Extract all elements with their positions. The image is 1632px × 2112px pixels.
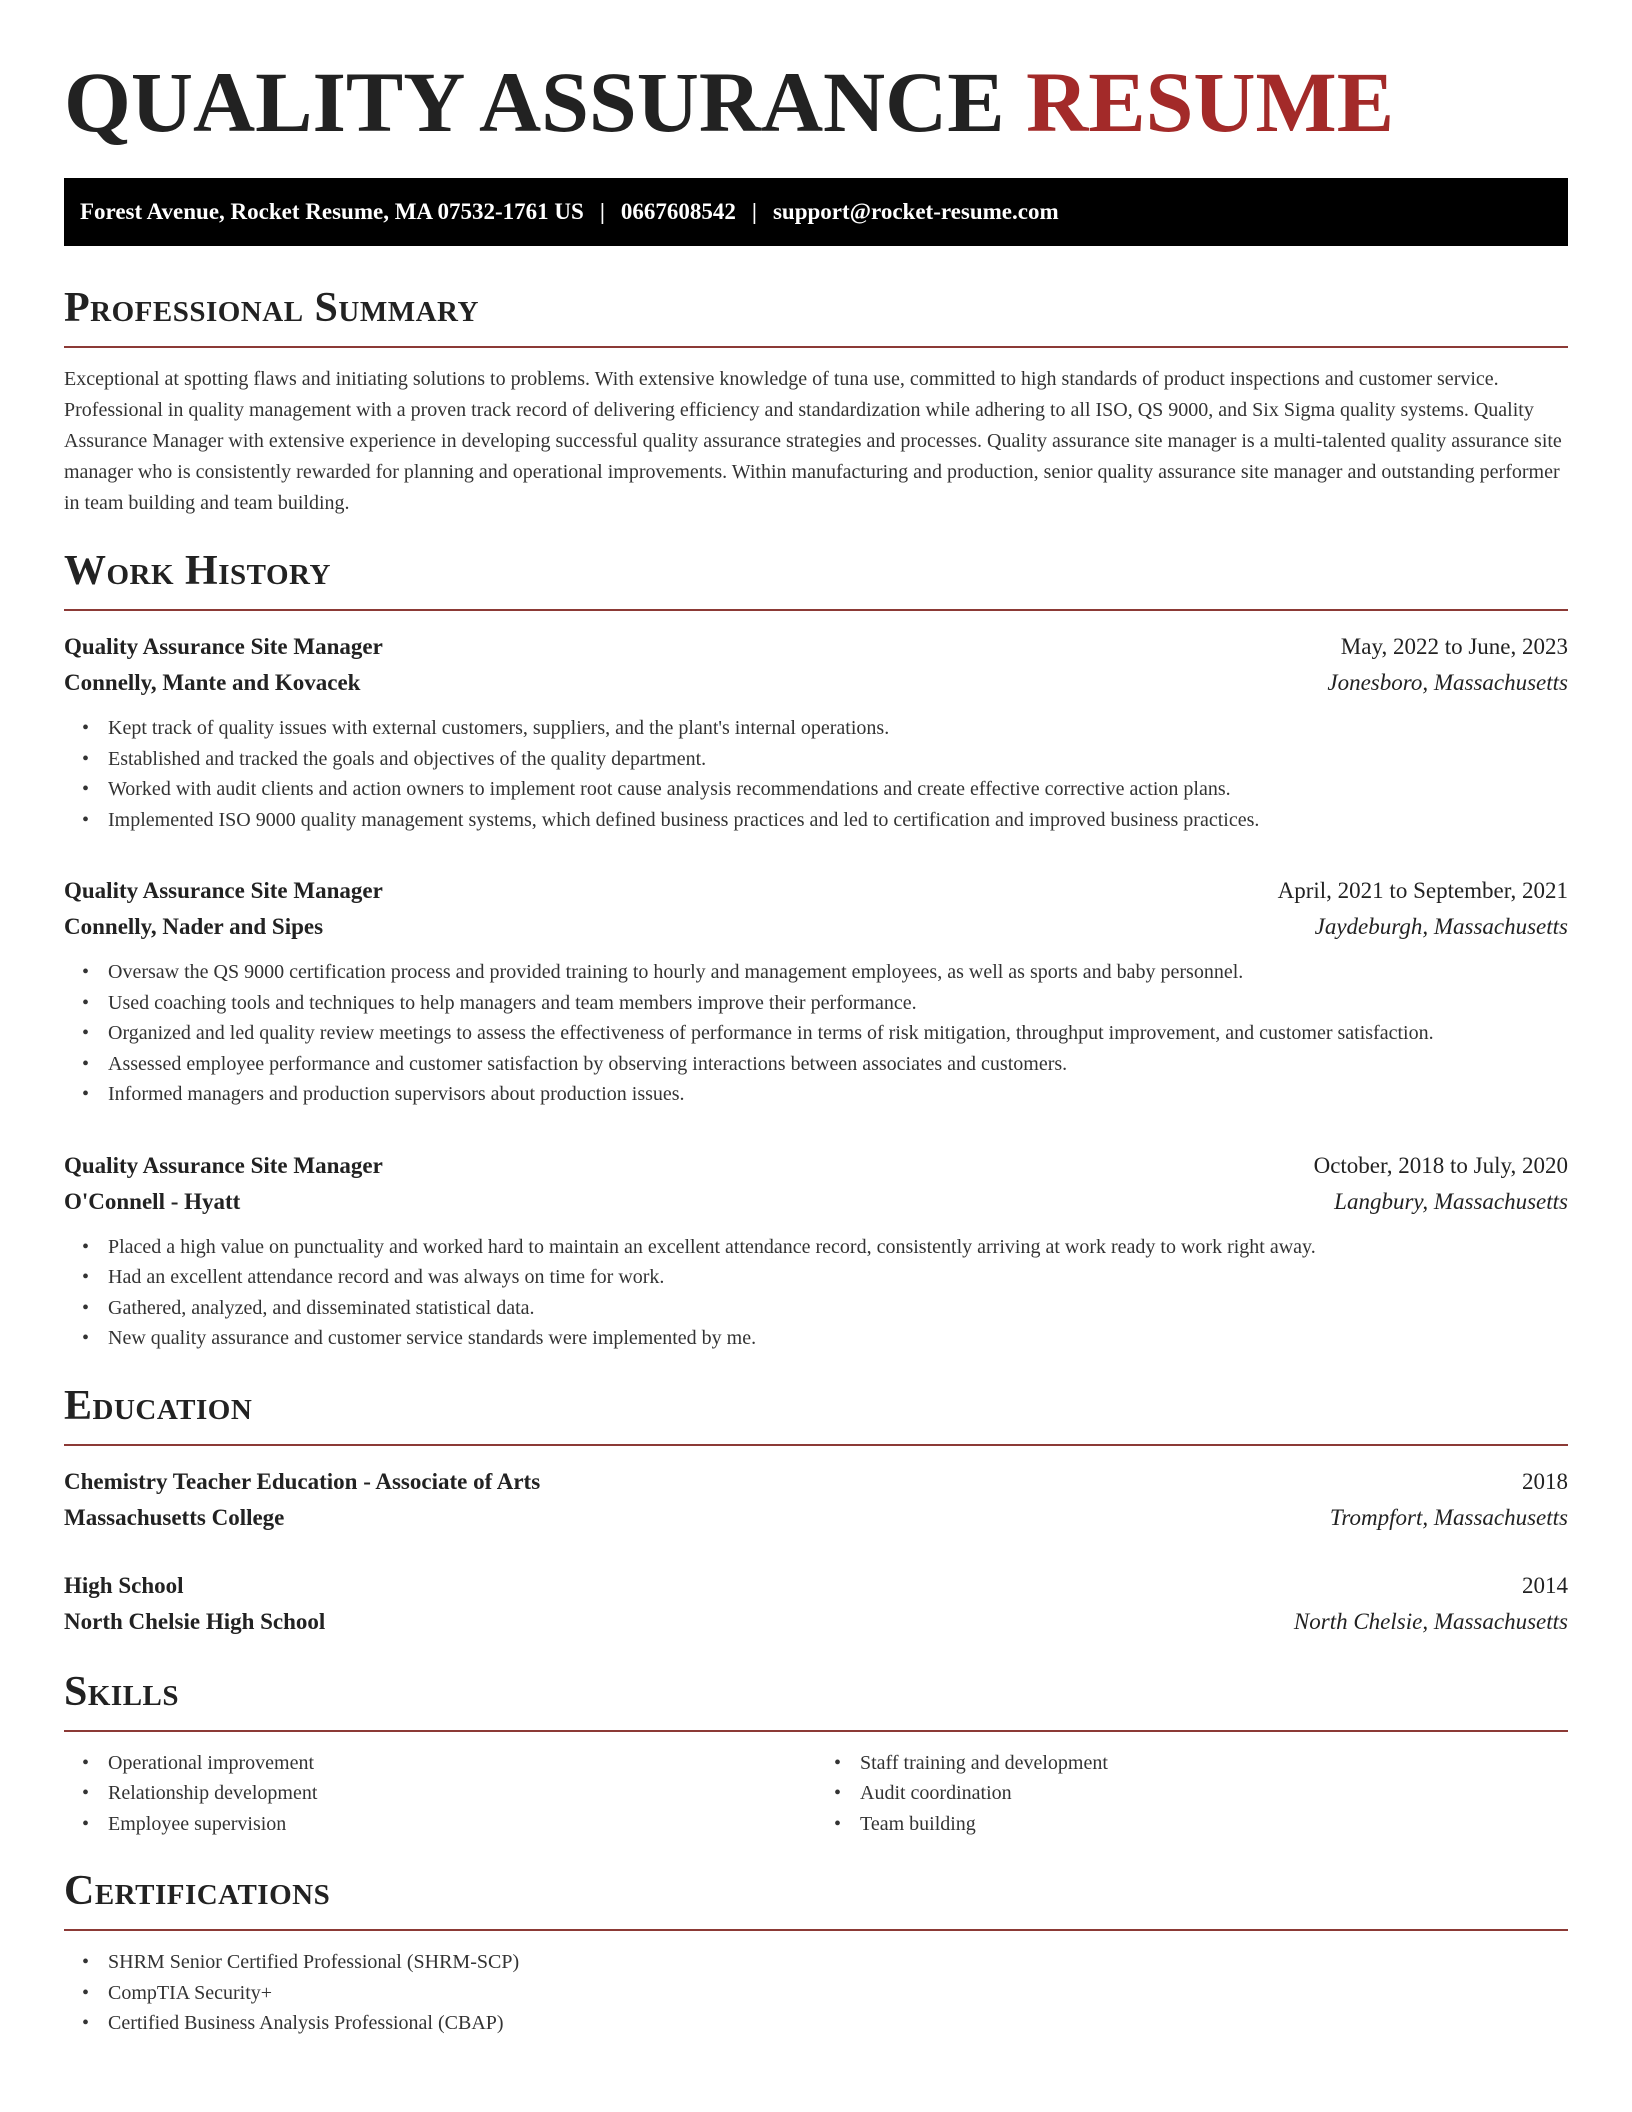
contact-separator: | — [751, 199, 757, 224]
skills-column-right — [816, 1748, 1568, 1840]
job-header-row — [64, 629, 1568, 665]
bullet-dot: • — [82, 1327, 90, 1349]
list-item — [816, 1778, 1568, 1809]
job-bullets — [64, 1232, 1568, 1354]
bullet-dot: • — [834, 1751, 842, 1774]
bullet-dot: • — [82, 747, 90, 770]
job-title: Quality Assurance Site Manager — [64, 634, 383, 659]
job-title: Quality Assurance Site Manager — [64, 878, 383, 903]
list-item — [64, 2008, 1568, 2039]
job-header-row — [64, 873, 1568, 909]
bullet-dot: • — [82, 717, 90, 739]
job-entry — [64, 1148, 1568, 1354]
job-company: Connelly, Nader and Sipes — [64, 914, 324, 939]
list-item — [64, 1809, 816, 1840]
certification-text: CompTIA Security+ — [108, 1981, 273, 2004]
section-divider — [64, 1929, 1568, 1931]
bullet-dot: • — [82, 991, 90, 1014]
job-location: Jaydeburgh, Massachusetts — [1314, 914, 1568, 939]
job-bullets — [64, 713, 1568, 835]
job-entry — [64, 629, 1568, 835]
list-item — [64, 805, 1568, 836]
section-heading: Certifications — [64, 1868, 331, 1914]
certifications-list — [64, 1947, 1568, 2039]
contact-separator: | — [599, 199, 605, 224]
list-item — [64, 1978, 1568, 2009]
education-year: 2018 — [1522, 1468, 1568, 1494]
education-school: North Chelsie High School — [64, 1608, 326, 1634]
skill-text: Operational improvement — [108, 1751, 315, 1774]
bullet-dot: • — [82, 1052, 90, 1075]
list-item — [816, 1748, 1568, 1779]
education-location: North Chelsie, Massachusetts — [1293, 1608, 1568, 1634]
bullet-dot: • — [82, 1235, 90, 1258]
education-school-row — [64, 1500, 1568, 1536]
education-section — [64, 1380, 1568, 1640]
education-header-row — [64, 1464, 1568, 1500]
bullet-dot: • — [834, 1782, 842, 1804]
skills-section — [64, 1666, 1568, 1840]
job-title: Quality Assurance Site Manager — [64, 1152, 383, 1178]
list-item — [64, 1778, 816, 1809]
list-item — [64, 774, 1568, 805]
education-year: 2014 — [1522, 1572, 1568, 1598]
skills-grid — [64, 1748, 1568, 1840]
list-item — [816, 1809, 1568, 1840]
summary-text: Exceptional at spotting flaws and initiating solutions to problems. With extensive knowledge of tuna use, committed to high standards of product inspections and customer service. Professional in quality management with a proven track record of delivering efficiency and standardization while adhering to all ISO, QS 9000, and Six Sigma quality systems. Quality Assurance Manager with extensive experience in developing successful quality assurance strategies and processes. Quality assurance site manager is a multi-talented quality assurance site manager who is consistently rewarded for planning and operational improvements. Within manufacturing and production, senior quality assurance site manager and outstanding performer in team building and team building. — [64, 368, 1562, 514]
title-main: QUALITY ASSURANCE — [64, 54, 1005, 150]
bullet-dot: • — [82, 1951, 90, 1973]
list-item — [64, 744, 1568, 775]
bullet-text: Used coaching tools and techniques to help managers and team members improve their performance. — [108, 991, 917, 1014]
job-company-row — [64, 1184, 1568, 1220]
bullet-text: Informed managers and production supervisors about production issues. — [108, 1083, 685, 1105]
job-company: O'Connell - Hyatt — [64, 1188, 241, 1214]
bullet-dot: • — [82, 2012, 90, 2034]
contact-email[interactable]: support@rocket-resume.com — [772, 199, 1059, 224]
skill-text: Audit coordination — [860, 1782, 1012, 1804]
bullet-text: Oversaw the QS 9000 certification process and provided training to hourly and management employees, as well as sports and baby personnel. — [108, 961, 1244, 983]
skills-list — [816, 1748, 1568, 1840]
job-company-row — [64, 665, 1568, 701]
skill-text: Relationship development — [108, 1782, 318, 1804]
bullet-text: Organized and led quality review meetings to assess the effectiveness of performance in terms of risk mitigation, throughput improvement, and customer satisfaction. — [108, 1022, 1434, 1044]
section-divider — [64, 1730, 1568, 1732]
job-header-row — [64, 1148, 1568, 1184]
section-heading: Education — [64, 1382, 253, 1429]
resume-title — [64, 0, 1568, 152]
section-divider — [64, 609, 1568, 611]
job-location: Jonesboro, Massachusetts — [1327, 670, 1568, 695]
education-school: Massachusetts College — [64, 1504, 285, 1530]
skill-text: Team building — [860, 1812, 976, 1835]
bullet-dot: • — [82, 1782, 90, 1804]
education-degree: High School — [64, 1572, 184, 1598]
work-history-section — [64, 545, 1568, 1354]
bullet-dot: • — [82, 1266, 90, 1288]
list-item — [64, 1049, 1568, 1080]
education-school-row — [64, 1604, 1568, 1640]
bullet-text: Had an excellent attendance record and was always on time for work. — [108, 1266, 665, 1288]
bullet-text: Worked with audit clients and action owners to implement root cause analysis recommendations and create effective corrective action plans. — [108, 778, 1231, 800]
list-item — [64, 1748, 816, 1779]
education-entry — [64, 1568, 1568, 1640]
job-dates: April, 2021 to September, 2021 — [1277, 878, 1568, 903]
bullet-dot: • — [82, 1022, 90, 1044]
title-accent: RESUME — [1026, 54, 1395, 150]
bullet-text: Kept track of quality issues with external customers, suppliers, and the plant's internal operations. — [108, 717, 890, 739]
bullet-text: Established and tracked the goals and objectives of the quality department. — [108, 747, 707, 770]
section-heading: Work History — [64, 548, 331, 594]
bullet-dot: • — [82, 1981, 90, 2004]
bullet-text: Implemented ISO 9000 quality management systems, which defined business practices and led to certification and improved business practices. — [108, 808, 1260, 831]
certifications-section — [64, 1865, 1568, 2039]
bullet-dot: • — [82, 778, 90, 800]
education-location: Trompfort, Massachusetts — [1329, 1504, 1568, 1530]
section-heading: Professional Summary — [64, 285, 479, 331]
list-item — [64, 988, 1568, 1019]
section-heading: Skills — [64, 1668, 180, 1715]
job-bullets — [64, 957, 1568, 1110]
list-item — [64, 957, 1568, 988]
contact-bar — [64, 178, 1568, 246]
certification-text: Certified Business Analysis Professional (CBAP) — [108, 2012, 504, 2034]
job-entry — [64, 873, 1568, 1110]
bullet-dot: • — [82, 961, 90, 983]
list-item — [64, 1323, 1568, 1354]
education-entry — [64, 1464, 1568, 1536]
education-header-row — [64, 1568, 1568, 1604]
skills-column-left — [64, 1748, 816, 1840]
skills-list — [64, 1748, 816, 1840]
bullet-text: Assessed employee performance and customer satisfaction by observing interactions between associates and customers. — [108, 1052, 1068, 1075]
bullet-dot: • — [834, 1812, 842, 1835]
bullet-dot: • — [82, 1296, 90, 1319]
list-item — [64, 713, 1568, 744]
list-item — [64, 1947, 1568, 1978]
certification-text: SHRM Senior Certified Professional (SHRM-SCP) — [108, 1951, 520, 1973]
list-item — [64, 1018, 1568, 1049]
summary-section — [64, 282, 1568, 519]
list-item — [64, 1262, 1568, 1293]
contact-phone[interactable]: 0667608542 — [620, 199, 736, 224]
list-item — [64, 1079, 1568, 1110]
job-company: Connelly, Mante and Kovacek — [64, 670, 361, 695]
bullet-text: Gathered, analyzed, and disseminated statistical data. — [108, 1296, 535, 1319]
list-item — [64, 1293, 1568, 1324]
job-dates: October, 2018 to July, 2020 — [1313, 1152, 1568, 1178]
contact-address: Forest Avenue, Rocket Resume, MA 07532-1761 US — [80, 199, 584, 224]
skill-text: Employee supervision — [108, 1812, 287, 1835]
section-divider — [64, 346, 1568, 348]
bullet-dot: • — [82, 1751, 90, 1774]
bullet-dot: • — [82, 808, 90, 831]
job-location: Langbury, Massachusetts — [1334, 1188, 1568, 1214]
skill-text: Staff training and development — [860, 1751, 1108, 1774]
list-item — [64, 1232, 1568, 1263]
education-degree: Chemistry Teacher Education - Associate of Arts — [64, 1468, 541, 1494]
bullet-dot: • — [82, 1812, 90, 1835]
job-dates: May, 2022 to June, 2023 — [1340, 634, 1568, 659]
job-company-row — [64, 909, 1568, 945]
bullet-dot: • — [82, 1083, 90, 1105]
bullet-text: Placed a high value on punctuality and worked hard to maintain an excellent attendance record, consistently arriving at work ready to work right away. — [108, 1235, 1316, 1258]
section-divider — [64, 1444, 1568, 1446]
bullet-text: New quality assurance and customer service standards were implemented by me. — [108, 1327, 757, 1349]
